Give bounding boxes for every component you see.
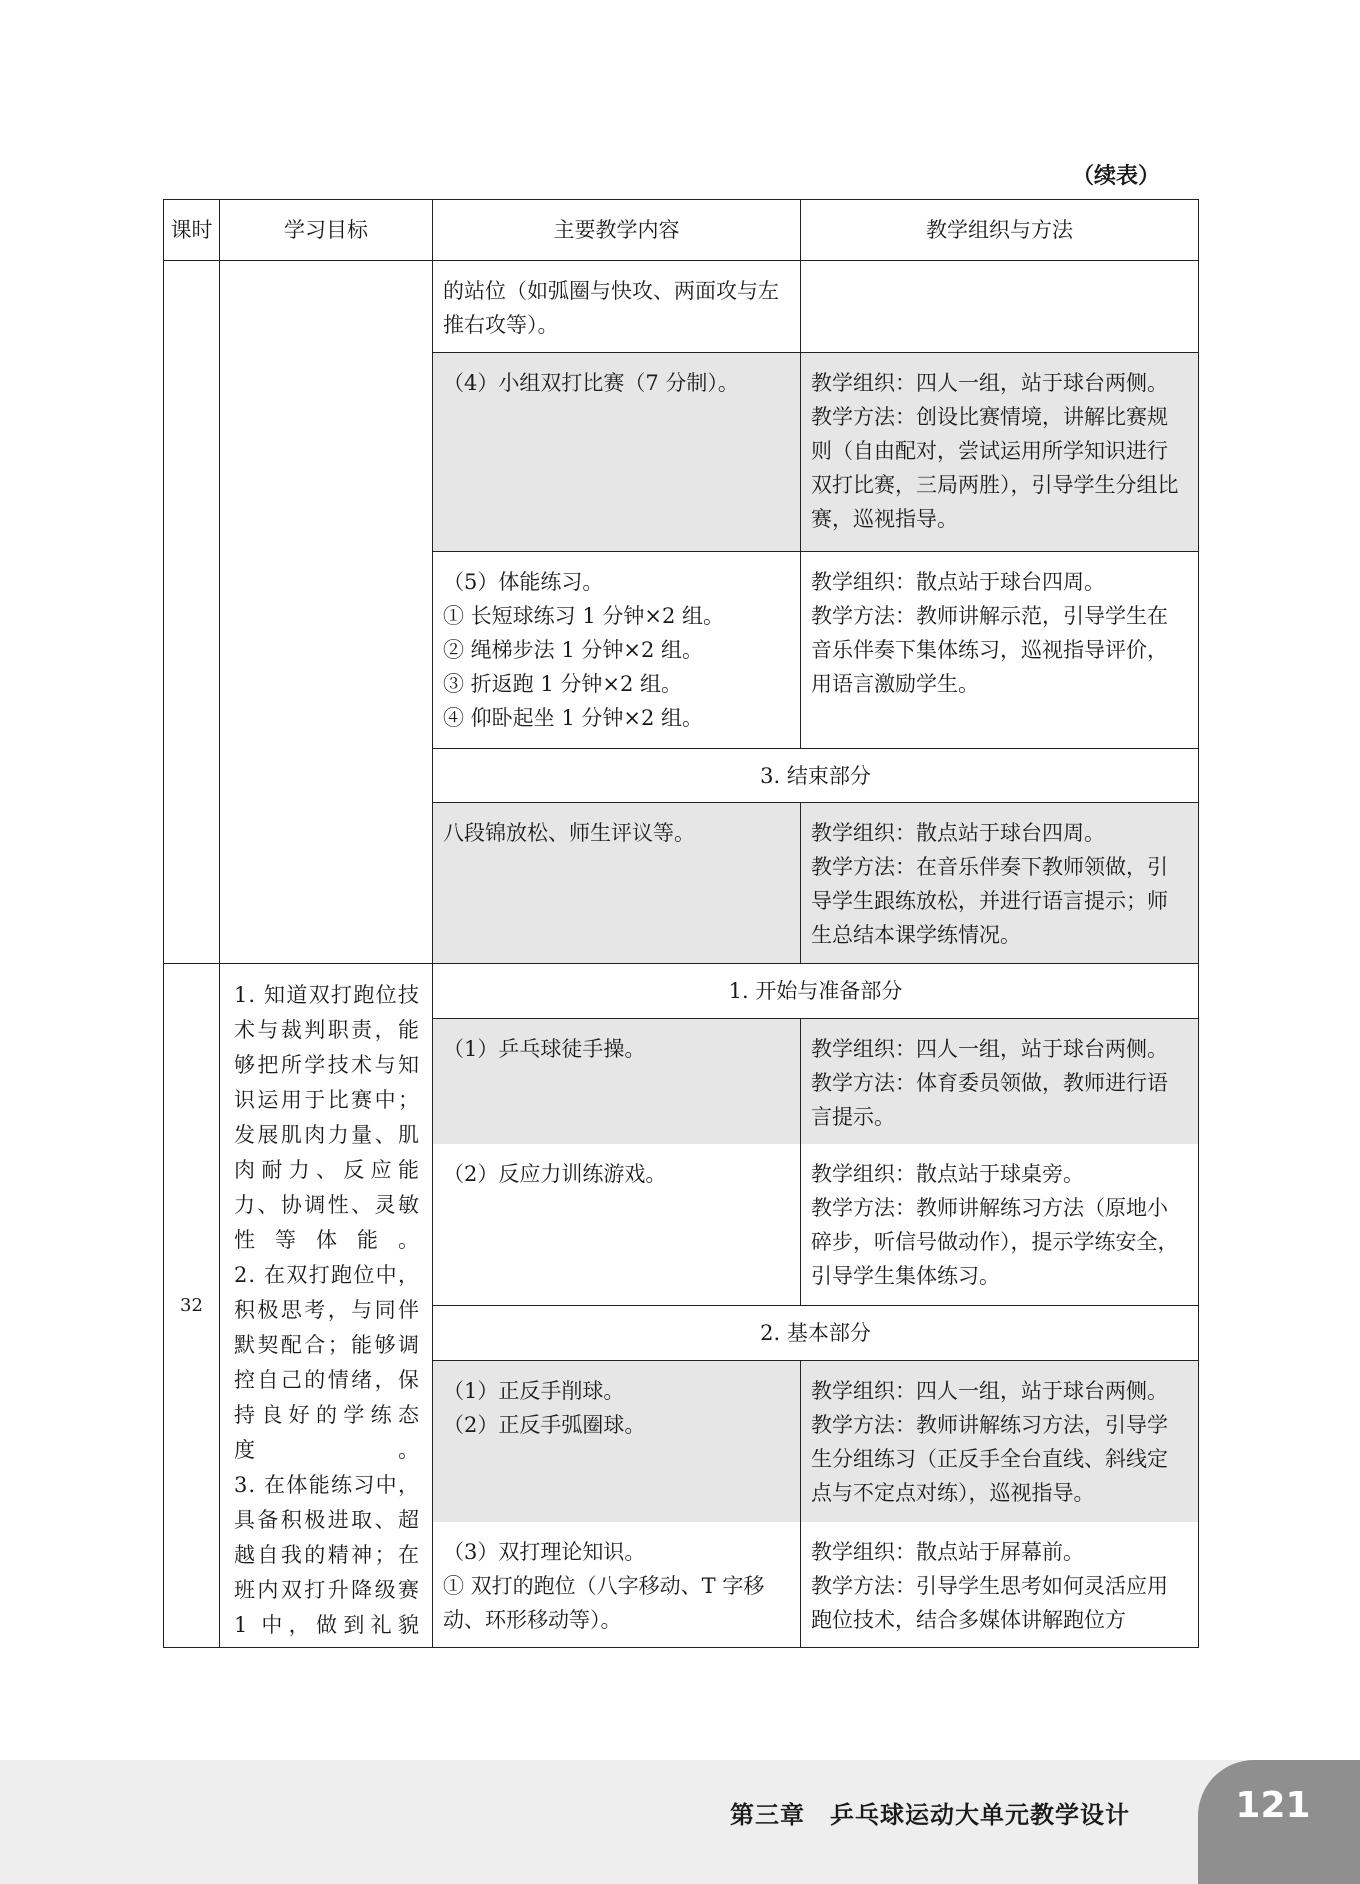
method-cell: 教学组织：散点站于球桌旁。 教学方法：教师讲解练习方法（原地小碎步，听信号做动作），提示学练安全，引导学生集体练习。 (801, 1144, 1199, 1306)
section-row (164, 964, 1199, 1019)
method-cell: 教学组织：散点站于屏幕前。 教学方法：引导学生思考如何灵活应用跑位技术，结合多媒体讲解跑位方 (801, 1522, 1199, 1648)
content-cell: 八段锦放松、师生评议等。 (433, 803, 801, 964)
content-cell: 的站位（如弧圈与快攻、两面攻与左推右攻等）。 (433, 261, 801, 353)
header-goals: 学习目标 (220, 200, 433, 261)
content-cell: （1）正反手削球。 （2）正反手弧圈球。 (433, 1361, 801, 1522)
lesson-cell-empty (164, 261, 220, 964)
header-lesson: 课时 (164, 200, 220, 261)
section-basic-heading: 2. 基本部分 (433, 1306, 1199, 1361)
content-cell: （4）小组双打比赛（7 分制）。 (433, 353, 801, 552)
page-number: 121 (1235, 1785, 1311, 1826)
method-cell: 教学组织：散点站于球台四周。 教学方法：在音乐伴奏下教师领做，引导学生跟练放松，并进行语言提示；师生总结本课学练情况。 (801, 803, 1199, 964)
method-cell: 教学组织：四人一组，站于球台两侧。 教学方法：教师讲解练习方法，引导学生分组练习（正反手全台直线、斜线定点与不定点对练），巡视指导。 (801, 1361, 1199, 1522)
section-start-heading: 1. 开始与准备部分 (433, 964, 1199, 1019)
header-method: 教学组织与方法 (801, 200, 1199, 261)
page-footer (0, 1760, 1360, 1884)
method-cell (801, 261, 1199, 353)
goals-cell-empty (220, 261, 433, 964)
chapter-title: 第三章 乒乓球运动大单元教学设计 (730, 1801, 1130, 1829)
content-cell: （5）体能练习。 ① 长短球练习 1 分钟×2 组。 ② 绳梯步法 1 分钟×2 组。 ③ 折返跑 1 分钟×2 组。 ④ 仰卧起坐 1 分钟×2 组。 (433, 552, 801, 749)
goals-cell: 1. 知道双打跑位技术与裁判职责，能够把所学技术与知识运用于比赛中；发展肌肉力量、肌肉耐力、反应能力、协调性、灵敏性等体能。 2. 在双打跑位中，积极思考，与同伴默契配合；能够调控自己的情绪，保持良好的学练态度。 3. 在体能练习中，具备积极进取、超越自我的精神；在班内双打升降级赛 1 中，做到礼貌 (220, 964, 433, 1648)
table-header-row (164, 200, 1199, 261)
method-cell: 教学组织：四人一组，站于球台两侧。 教学方法：体育委员领做，教师进行语言提示。 (801, 1018, 1199, 1144)
content-cell: （1）乒乓球徒手操。 (433, 1018, 801, 1144)
teaching-plan-table (163, 199, 1199, 1648)
table-row (164, 261, 1199, 353)
method-cell: 教学组织：四人一组，站于球台两侧。 教学方法：创设比赛情境，讲解比赛规则（自由配对，尝试运用所学知识进行双打比赛，三局两胜），引导学生分组比赛，巡视指导。 (801, 353, 1199, 552)
method-cell: 教学组织：散点站于球台四周。 教学方法：教师讲解示范，引导学生在音乐伴奏下集体练习，巡视指导评价，用语言激励学生。 (801, 552, 1199, 749)
content-cell: （3）双打理论知识。 ① 双打的跑位（八字移动、T 字移动、环形移动等）。 (433, 1522, 801, 1648)
header-content: 主要教学内容 (433, 200, 801, 261)
section-end-heading: 3. 结束部分 (433, 749, 1199, 803)
content-cell: （2）反应力训练游戏。 (433, 1144, 801, 1306)
lesson-number: 32 (164, 964, 220, 1648)
continued-label: （续表） (1071, 164, 1160, 189)
